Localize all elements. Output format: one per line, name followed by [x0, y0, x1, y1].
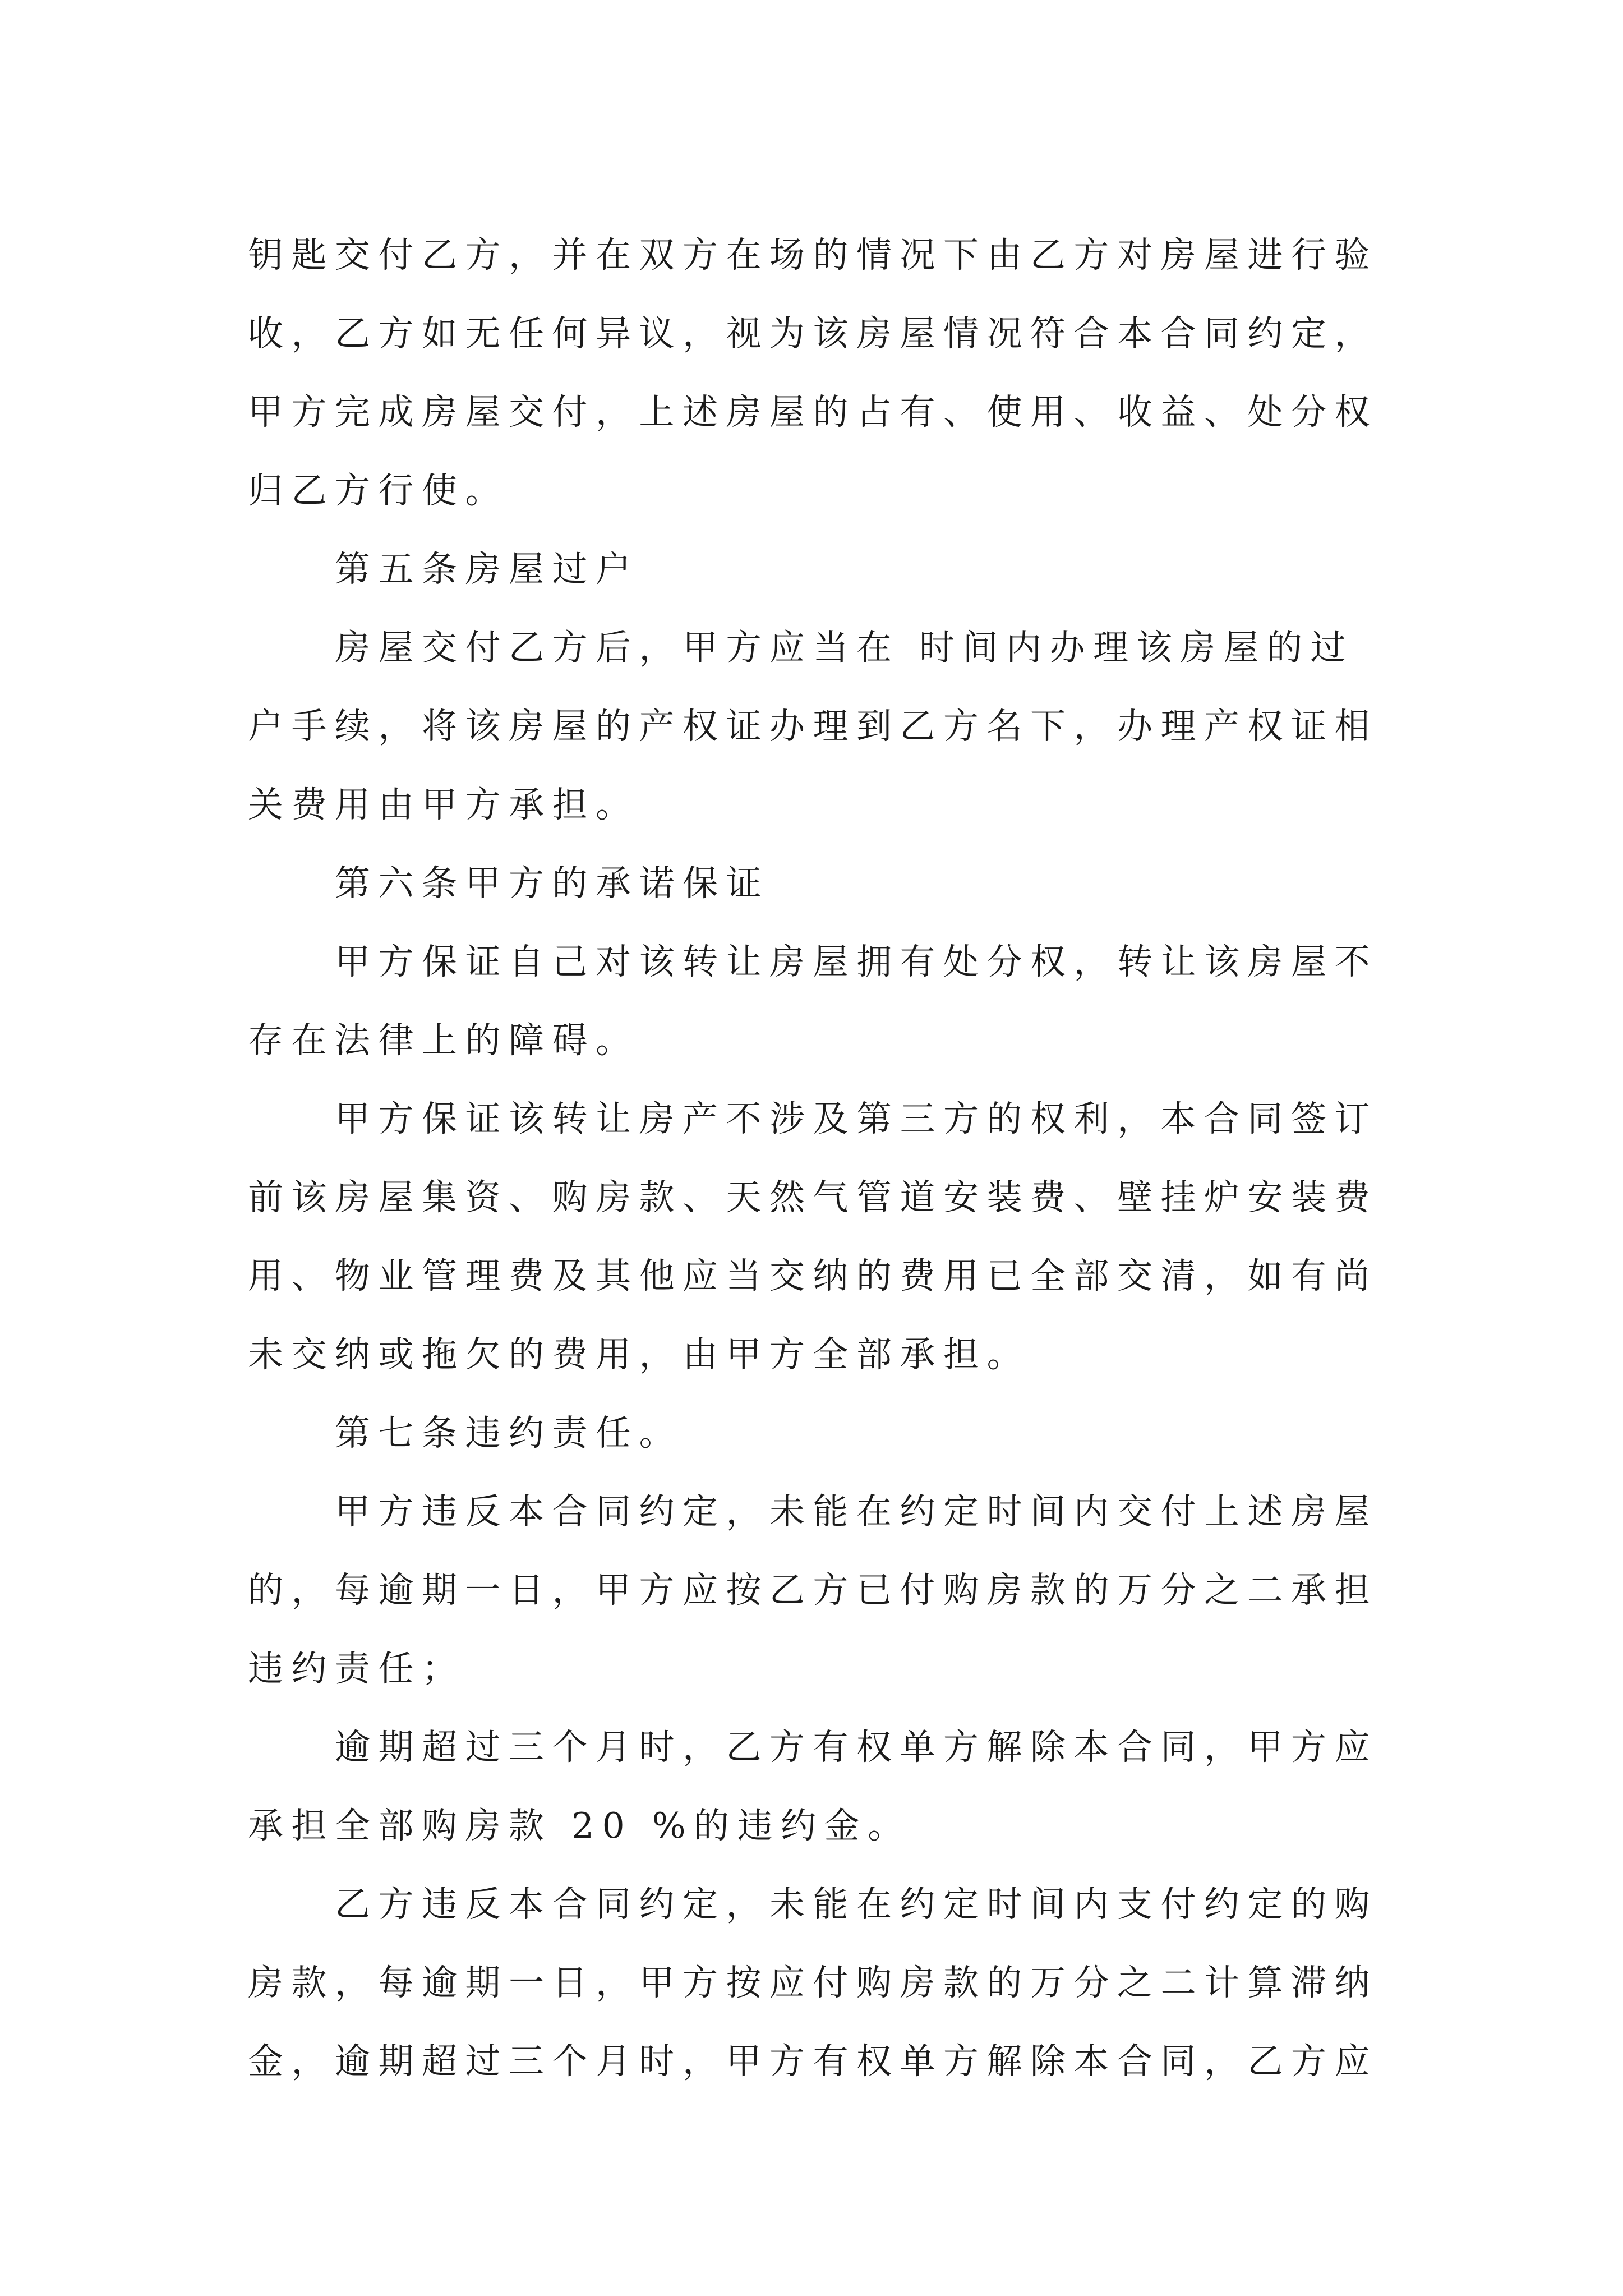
document-body: [248, 216, 1386, 2101]
section-heading: 第七条违约责任。: [335, 1412, 683, 1453]
paragraph: 房屋交付乙方后，甲方应当在 时间内办理该房屋的过户手续，将该房屋的产权证办理到乙方名下，办理产权证相关费用由甲方承担。: [248, 627, 1378, 825]
paragraph: 甲方保证该转让房产不涉及第三方的权利，本合同签订前该房屋集资、购房款、天然气管道安装费、壁挂炉安装费用、物业管理费及其他应当交纳的费用已全部交清，如有尚未交纳或拖欠的费用，由甲方全部承担。: [248, 1098, 1378, 1375]
section-heading: 第五条房屋过户: [335, 549, 639, 590]
section-heading: 第六条甲方的承诺保证: [335, 863, 769, 904]
paragraph: 甲方保证自己对该转让房屋拥有处分权，转让该房屋不存在法律上的障碍。: [248, 941, 1378, 1061]
paragraph: 乙方违反本合同约定，未能在约定时间内支付约定的购房款，每逾期一日，甲方按应付购房款的万分之二计算滞纳金，逾期超过三个月时，甲方有权单方解除本合同，乙方应: [248, 1884, 1378, 2082]
paragraph: 甲方违反本合同约定，未能在约定时间内交付上述房屋的，每逾期一日，甲方应按乙方已付购房款的万分之二承担违约责任；: [248, 1491, 1378, 1689]
paragraph: 逾期超过三个月时，乙方有权单方解除本合同，甲方应承担全部购房款 20 %的违约金。: [248, 1727, 1378, 1846]
paragraph: 钥匙交付乙方，并在双方在场的情况下由乙方对房屋进行验收，乙方如无任何异议，视为该房屋情况符合本合同约定，甲方完成房屋交付，上述房屋的占有、使用、收益、处分权归乙方行使。: [248, 234, 1378, 511]
